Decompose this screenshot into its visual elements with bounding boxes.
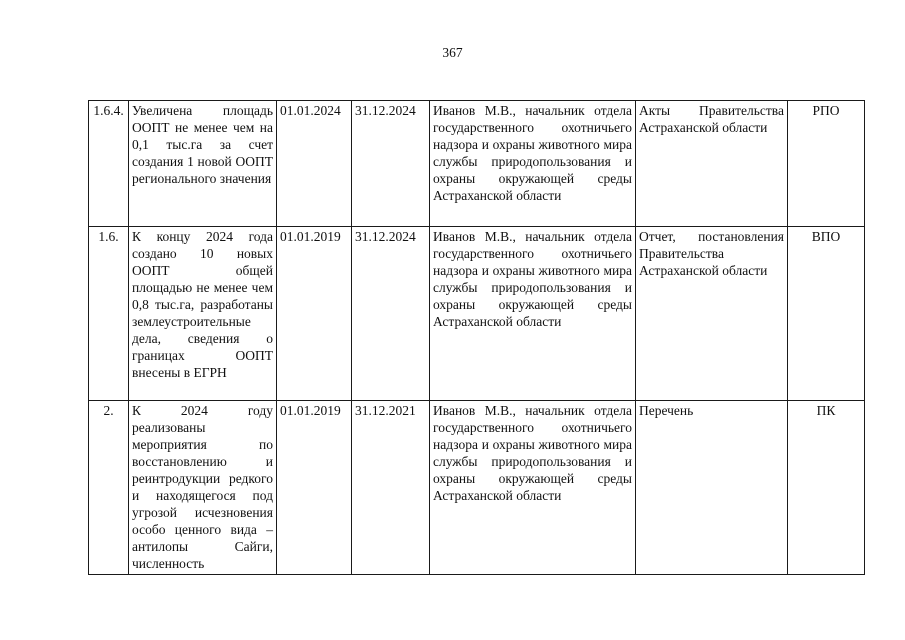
responsible-cell: Иванов М.В., начальник отдела государственного охотничьего надзора и охраны животного мира службы природопользования и охраны окружающей среды Астраханской области <box>430 401 636 575</box>
code-cell: ПК <box>788 401 865 575</box>
events-table <box>88 100 865 575</box>
page-number: 367 <box>442 45 463 60</box>
end-date-cell: 31.12.2024 <box>352 101 430 227</box>
code-cell: РПО <box>788 101 865 227</box>
table-row <box>89 101 865 227</box>
responsible-cell: Иванов М.В., начальник отдела государственного охотничьего надзора и охраны животного мира службы природопользования и охраны окружающей среды Астраханской области <box>430 101 636 227</box>
start-date-cell: 01.01.2019 <box>277 227 352 401</box>
document-cell: Акты Правительства Астраханской области <box>636 101 788 227</box>
document-cell: Перечень <box>636 401 788 575</box>
code-cell: ВПО <box>788 227 865 401</box>
item-number-cell: 2. <box>89 401 129 575</box>
end-date-cell: 31.12.2021 <box>352 401 430 575</box>
event-description-cell: Увеличена площадь ООПТ не менее чем на 0,1 тыс.га за счет создания 1 новой ООПТ регионального значения <box>129 101 277 227</box>
table-row <box>89 401 865 575</box>
end-date-cell: 31.12.2024 <box>352 227 430 401</box>
responsible-cell: Иванов М.В., начальник отдела государственного охотничьего надзора и охраны животного мира службы природопользования и охраны окружающей среды Астраханской области <box>430 227 636 401</box>
event-description-cell: К 2024 году реализованы мероприятия по восстановлению и реинтродукции редкого и находящегося под угрозой исчезновения особо ценного вида – антилопы Сайги, численность <box>129 401 277 575</box>
item-number-cell: 1.6.4. <box>89 101 129 227</box>
document-cell: Отчет, постановления Правительства Астраханской области <box>636 227 788 401</box>
event-description-cell: К концу 2024 года создано 10 новых ООПТ общей площадью не менее чем 0,8 тыс.га, разработаны землеустроительные дела, сведения о границах ООПТ внесены в ЕГРН <box>129 227 277 401</box>
table-row <box>89 227 865 401</box>
start-date-cell: 01.01.2019 <box>277 401 352 575</box>
item-number-cell: 1.6. <box>89 227 129 401</box>
start-date-cell: 01.01.2024 <box>277 101 352 227</box>
